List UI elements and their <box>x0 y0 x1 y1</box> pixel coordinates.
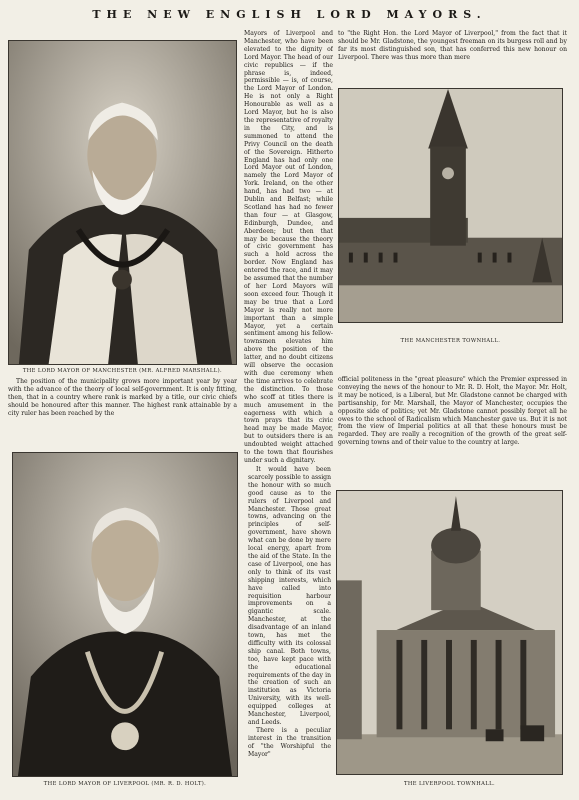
manchester-townhall-photo <box>338 88 563 323</box>
manchester-mayor-caption: THE LORD MAYOR OF MANCHESTER (MR. ALFRED MARSHALL). <box>22 368 223 374</box>
portrait-engraving <box>9 41 236 364</box>
townhall-engraving-2 <box>337 491 562 774</box>
article-paragraph: There is a peculiar interest in the transition of "the Worshipful the Mayor" <box>248 726 331 758</box>
manchester-townhall-caption: THE MANCHESTER TOWNHALL. <box>400 338 501 344</box>
article-middle-column-top <box>244 30 333 464</box>
page-masthead: THE NEW ENGLISH LORD MAYORS. <box>92 8 487 21</box>
townhall-engraving <box>339 89 562 322</box>
article-paragraph: It would have been scarcely possible to assign the honour with so much good cause as to the rulers of Liverpool and Manchester. Those great towns, advancing on the principles of self-government, have shown what can be done by mere local energy, apart from the aid of the State. In the case of Liverpool, one has only to think of its vast shipping interests, which have called into requisition harbour improvements on a gigantic scale. Manchester, at the disadvantage of an inland town, has met the difficulty with its colossal ship canal. Both towns, too, have kept pace with the educational requirements of the day in the creation of such an institution as Victoria University, with its well-equipped colleges at Manchester, Liverpool, and Leeds. <box>248 466 331 726</box>
liverpool-townhall-caption: THE LIVERPOOL TOWNHALL. <box>403 781 496 787</box>
article-paragraph: to "the Right Hon. the Lord Mayor of Liverpool," from the fact that it should be Mr. Gladstone, the youngest freeman on its burgess roll and by far its most distinguished son, that has conferred this new honour on Liverpool. There was thus more than mere <box>338 30 567 61</box>
manchester-mayor-portrait <box>8 40 237 365</box>
liverpool-mayor-portrait <box>12 452 238 777</box>
article-paragraph: The position of the municipality grows more important year by year with the advance of the theory of local self-government. It is only fitting, then, that in a country where rank is marked by a title, our civic chiefs should be honoured after this manner. The highest rank attainable by a city ruler has been reached by the <box>8 378 237 417</box>
article-right-column-top <box>338 30 567 82</box>
article-left-column <box>8 378 237 444</box>
article-paragraph: Mayors of Liverpool and Manchester, who have been elevated to the dignity of Lord Mayor. The head of our civic republics — if the phrase is, indeed, permissible — is, of course, the Lord Mayor of London. He is not only a Right Honourable as well as a Lord Mayor, but he is also the representative of royalty in the City, and is summoned to attend the Privy Council on the death of the Sovereign. Hitherto England has had only one Lord Mayor out of London, namely the Lord Mayor of York. Ireland, on the other hand, has had two — at Dublin and Belfast; while Scotland has had no fewer than four — at Glasgow, Edinburgh, Dundee, and Aberdeen; but then that may be because the theory of civic government has such a hold across the border. Now England has entered the race, and it may be assumed that the number of her Lord Mayors will soon exceed four. Though it may be true that a Lord Mayor is really not more important than a simple Mayor, yet a certain sentiment among his fellow-townsmen elevates him above the position of the latter, and no doubt citizens will observe the occasion with due ceremony when the time arrives to celebrate the distinction. To those who scoff at titles there is much amusement in the eagerness with which a town prays that its civic head may be made Mayor, but to outsiders there is an undoubted weight attached to the town that flourishes under such a dignitary. <box>244 30 333 464</box>
article-right-column-middle <box>338 376 567 452</box>
portrait-engraving-2 <box>13 453 237 776</box>
liverpool-townhall-photo <box>336 490 563 775</box>
liverpool-mayor-caption: THE LORD MAYOR OF LIVERPOOL (MR. R. D. HOLT). <box>43 781 207 787</box>
article-paragraph: official politeness in the "great pleasure" which the Premier expressed in conveying the news of the honour to Mr. R. D. Holt, the Mayor. Mr. Holt, it may be noticed, is a Liberal, but Mr. Gladstone cannot be charged with partisanship, for Mr. Marshall, the Mayor of Manchester, occupies the opposite side of politics; yet Mr. Gladstone cannot possibly forget all he owes to the school of Radicalism which Manchester gave us. But it is not from the view of Imperial politics at all that these honours must be regarded. They are really a recognition of the growth of the great self-governing towns and of their value to the country at large. <box>338 376 567 447</box>
article-middle-column-bottom <box>248 466 331 796</box>
